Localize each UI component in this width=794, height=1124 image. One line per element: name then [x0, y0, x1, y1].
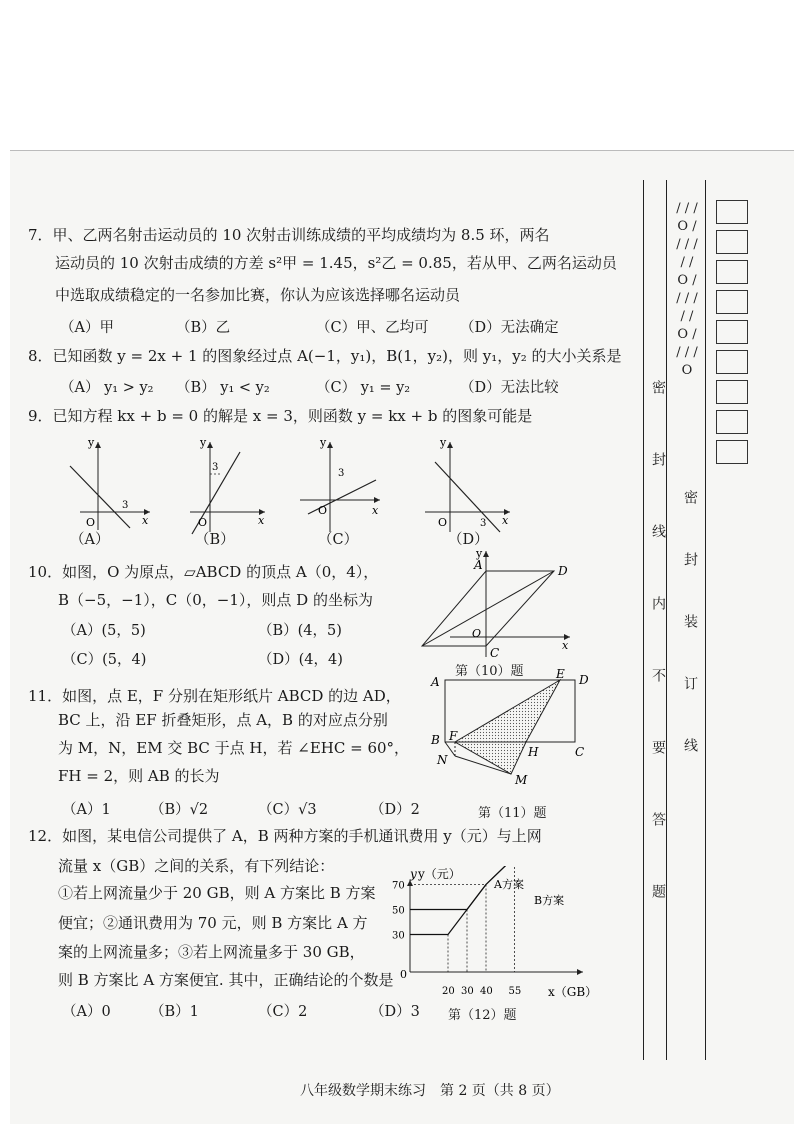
q12-line1: 12．如图，某电信公司提供了 A，B 两种方案的手机通讯费用 y（元）与上网 [28, 827, 542, 845]
svg-text:A: A [474, 558, 483, 572]
chart-y-tick: 70 [392, 880, 405, 892]
q11-option-a: （A）1 [62, 802, 111, 818]
binding-word: 不 [650, 668, 666, 682]
q12-option-d: （D）3 [370, 1004, 420, 1020]
q11-line2: BC 上，沿 EF 折叠矩形，点 A，B 的对应点分别 [58, 711, 388, 729]
q8-line1: 8．已知函数 y = 2x + 1 的图象经过点 A(−1，y₁)，B(1，y₂)，则 y₁，y₂ 的大小关系是 [28, 347, 622, 365]
answer-box [716, 410, 748, 434]
svg-text:x: x [502, 514, 509, 527]
q10-line1: 10．如图，O 为原点，▱ABCD 的顶点 A（0，4）， [28, 563, 379, 581]
seal-word: 封 [682, 552, 698, 566]
q12-line3: ①若上网流量少于 20 GB，则 A 方案比 B 方案 [58, 884, 376, 902]
svg-text:x: x [142, 514, 149, 527]
svg-text:y: y [440, 436, 447, 449]
svg-text:x: x [372, 504, 379, 517]
svg-text:O: O [472, 627, 482, 640]
svg-text:O: O [198, 516, 208, 529]
chart-y-tick: 30 [392, 930, 405, 942]
svg-text:y: y [476, 547, 483, 560]
q9-graph-a [70, 436, 150, 530]
answer-box [716, 320, 748, 344]
margin-line-1 [643, 180, 644, 1060]
q9-label-a: （A） [70, 532, 110, 548]
q10-line2: B（−5，−1），C（0，−1），则点 D 的坐标为 [58, 591, 373, 609]
q9-graph-c [300, 436, 380, 532]
q7-line3: 中选取成绩稳定的一名参加比赛，你认为应该选择哪名运动员 [55, 286, 461, 304]
svg-text:3: 3 [480, 518, 487, 529]
binding-word: 密 [650, 380, 666, 394]
q9-label-d: （D） [448, 532, 489, 548]
answer-box [716, 260, 748, 284]
q10-option-b: （B）(4，5) [258, 623, 342, 639]
svg-text:O: O [86, 516, 96, 529]
svg-text:M: M [515, 773, 528, 787]
svg-text:y: y [320, 436, 327, 449]
svg-text:x: x [562, 639, 569, 652]
q7-option-b: （B）乙 [176, 320, 231, 336]
page-footer: 八年级数学期末练习 第 2 页（共 8 页） [300, 1083, 560, 1099]
seal-word: 密 [682, 490, 698, 504]
answer-box [716, 380, 748, 404]
chart-x-arrow [577, 969, 583, 975]
q12-line5: 案的上网流量多；③若上网流量多于 30 GB， [58, 943, 365, 961]
q12-line2: 流量 x（GB）之间的关系，有下列结论： [58, 857, 335, 875]
binding-word: 题 [650, 884, 666, 898]
svg-text:3: 3 [122, 500, 129, 511]
chart-y-tick: 50 [392, 905, 405, 917]
margin-line-3 [705, 180, 706, 1060]
q8-option-b: （B） y₁ < y₂ [176, 380, 270, 396]
q12-line6: 则 B 方案比 A 方案便宜. 其中，正确结论的个数是 [58, 971, 394, 989]
binding-word: 内 [650, 596, 666, 610]
q12-option-c: （C）2 [258, 1004, 308, 1020]
q9-label-c: （C） [318, 532, 359, 548]
q11-line3: 为 M，N，EM 交 BC 于点 H，若 ∠EHC = 60°， [58, 739, 410, 757]
q11-line4: FH = 2，则 AB 的长为 [58, 767, 220, 785]
svg-text:D: D [579, 673, 589, 687]
chart-y-var: y [410, 867, 417, 881]
svg-text:E: E [556, 668, 565, 681]
q12-option-b: （B）1 [150, 1004, 199, 1020]
binding-word: 线 [650, 524, 666, 538]
q7-option-c: （C）甲、乙均可 [316, 320, 429, 336]
q12-caption: 第（12）题 [448, 1008, 517, 1023]
answer-box [716, 230, 748, 254]
svg-text:3: 3 [212, 462, 219, 473]
svg-text:O: O [438, 516, 448, 529]
q10-option-c: （C）(5，4) [62, 652, 147, 668]
q9-graph-d [425, 436, 510, 532]
q7-line2: 运动员的 10 次射击成绩的方差 s²甲 = 1.45，s²乙 = 0.85，若从甲、乙两名运动员 [55, 254, 617, 272]
q12-option-a: （A）0 [62, 1004, 111, 1020]
seal-word: 订 [682, 676, 698, 690]
chart-x-label: x（GB） [548, 985, 598, 999]
q11-caption: 第（11）题 [478, 806, 547, 821]
svg-text:C: C [575, 745, 585, 759]
answer-box [716, 200, 748, 224]
svg-text:x: x [258, 514, 265, 527]
chart-series-label: A方案 [494, 878, 524, 891]
q9-label-b: （B） [195, 532, 235, 548]
svg-text:N: N [437, 753, 448, 767]
q7-option-d: （D）无法确定 [460, 320, 559, 336]
svg-text:B: B [431, 733, 440, 747]
q9-graph-b [190, 436, 265, 534]
svg-text:H: H [528, 745, 539, 759]
chart-origin: 0 [400, 968, 407, 981]
chart-x-tick: 40 [480, 986, 493, 997]
q11-option-d: （D）2 [370, 802, 420, 818]
svg-text:C: C [490, 646, 500, 660]
q10-option-d: （D）(4，4) [258, 652, 343, 668]
q10-option-a: （A）(5，5) [62, 623, 146, 639]
margin-line-2 [666, 180, 667, 1060]
q7-line1: 7．甲、乙两名射击运动员的 10 次射击训练成绩的平均成绩均为 8.5 环，两名 [28, 226, 550, 244]
q11-option-c: （C）√3 [258, 802, 317, 818]
q7-option-a: （A）甲 [60, 320, 114, 336]
q8-option-d: （D）无法比较 [460, 380, 559, 396]
svg-text:D: D [558, 564, 568, 578]
q8-option-c: （C） y₁ = y₂ [316, 380, 411, 396]
q8-option-a: （A） y₁ > y₂ [60, 380, 154, 396]
svg-text:A: A [431, 675, 440, 689]
chart-x-tick: 30 [461, 986, 474, 997]
chart-series-label: B方案 [534, 894, 565, 907]
svg-text:3: 3 [338, 468, 345, 479]
binding-word: 封 [650, 452, 666, 466]
chart-y-label: y（元） [418, 867, 461, 881]
q11-figure [425, 668, 605, 798]
binding-word: 答 [650, 812, 666, 826]
q9-line1: 9．已知方程 kx + b = 0 的解是 x = 3，则函数 y = kx + b 的图象可能是 [28, 407, 533, 425]
q11-option-b: （B）√2 [150, 802, 209, 818]
binding-word: 要 [650, 740, 666, 754]
q12-line4: 便宜；②通讯费用为 70 元，则 B 方案比 A 方 [58, 914, 368, 932]
svg-text:F: F [449, 729, 458, 743]
q10-caption: 第（10）题 [455, 664, 524, 679]
seal-word: 装 [682, 614, 698, 628]
svg-text:O: O [318, 504, 328, 517]
answer-box [716, 440, 748, 464]
q12-chart [388, 866, 598, 1000]
svg-text:y: y [200, 436, 207, 449]
chart-x-tick: 20 [442, 986, 455, 997]
margin-dashes: / / / O / / / / / / O / / / / / / O / / / / O [676, 201, 698, 378]
chart-x-tick: 55 [508, 986, 522, 997]
seal-word: 线 [682, 738, 698, 752]
svg-text:y: y [88, 436, 95, 449]
scan-edge [10, 150, 794, 151]
answer-box [716, 290, 748, 314]
q10-figure [420, 545, 580, 660]
q11-line1: 11．如图，点 E，F 分别在矩形纸片 ABCD 的边 AD， [28, 687, 401, 705]
answer-box [716, 350, 748, 374]
